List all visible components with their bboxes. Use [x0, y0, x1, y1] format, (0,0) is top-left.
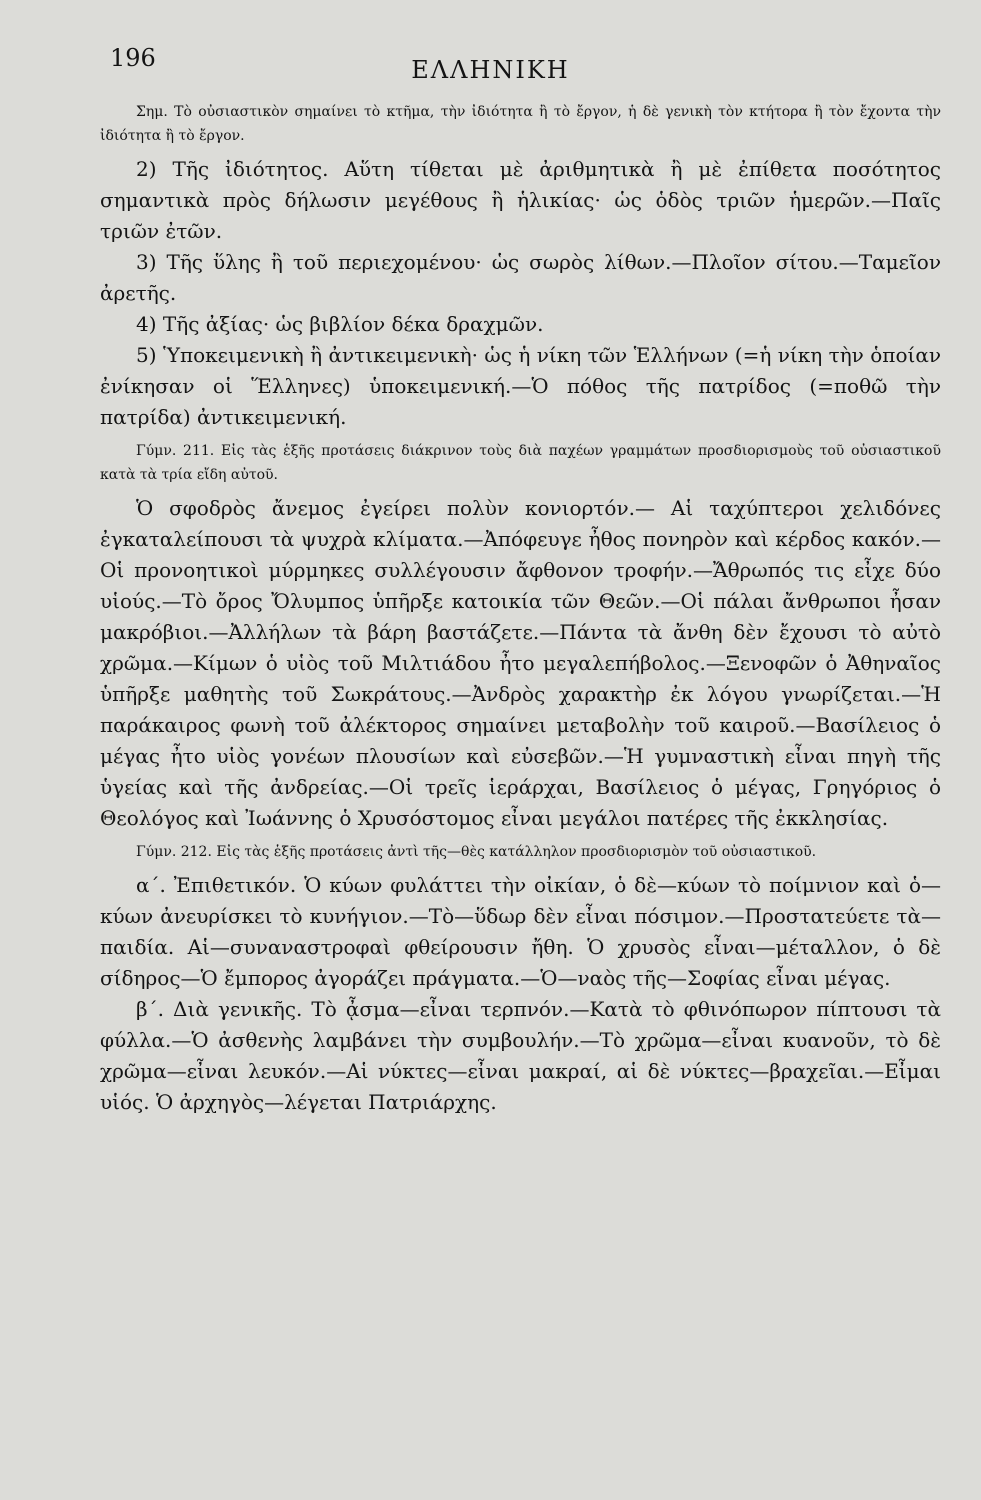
page-number: 196 [110, 44, 156, 72]
exercise-212-heading: Γύμν. 212. Εἰς τὰς ἑξῆς προτάσεις ἀντὶ τῆς—θὲς κατάλληλον προσδιορισμὸν τοῦ οὐσιαστικοῦ. [136, 844, 817, 860]
paragraph-5: 5) Ὑποκειμενικὴ ἢ ἀντικειμενικὴ· ὡς ἡ νίκη τῶν Ἑλλήνων (=ἡ νίκη τὴν ὁποίαν ἐνίκησαν οἱ Ἕλληνες) ὑποκειμενική.—Ὁ πόθος τῆς πατρίδος (=ποθῶ τὴν πατρίδα) ἀντικειμενική. [100, 343, 941, 429]
exercise-211-text: Ὁ σφοδρὸς ἄνεμος ἐγείρει πολὺν κονιορτόν.— Αἱ ταχύπτεροι χελιδόνες ἐγκαταλείπουσι τὰ ψυχρὰ κλίματα.—Ἀπόφευγε ἦθος πονηρὸν καὶ κέρδος κακόν.—Οἱ προνοητικοὶ μύρμηκες συλλέγουσιν ἄφθονον τροφήν.—Ἄθρωπός τις εἶχε δύο υἱούς.—Τὸ ὄρος Ὄλυμπος ὑπῆρξε κατοικία τῶν Θεῶν.—Οἱ πάλαι ἄνθρωποι ἦσαν μακρόβιοι.—Ἀλλήλων τὰ βάρη βαστάζετε.—Πάντα τὰ ἄνθη δὲν ἔχουσι τὸ αὐτὸ χρῶμα.—Κίμων ὁ υἱὸς τοῦ Μιλτιάδου ἦτο μεγαλεπήβολος.—Ξενοφῶν ὁ Ἀθηναῖος ὑπῆρξε μαθητὴς τοῦ Σωκράτους.—Ἀνδρὸς χαρακτὴρ ἐκ λόγου γνωρίζεται.—Ἡ παράκαιρος φωνὴ τοῦ ἀλέκτορος σημαίνει μεταβολὴν τοῦ καιροῦ.—Βασίλειος ὁ μέγας ἦτο υἱὸς γονέων πλουσίων καὶ εὐσεβῶν.—Ἡ γυμναστικὴ εἶναι πηγὴ τῆς ὑγείας καὶ τῆς ἀνδρείας.—Οἱ τρεῖς ἱεράρχαι, Βασίλειος ὁ μέγας, Γρηγόριος ὁ Θεολόγος καὶ Ἰωάννης ὁ Χρυσόστομος εἶναι μεγάλοι πατέρες τῆς ἐκκλησίας. [100, 496, 941, 830]
exercise-212-part-a: α΄. Ἐπιθετικόν. Ὁ κύων φυλάττει τὴν οἰκίαν, ὁ δὲ—κύων τὸ ποίμνιον καὶ ὁ—κύων ἀνευρίσκει τὸ κυνήγιον.—Τὸ—ὕδωρ δὲν εἶναι πόσιμον.—Προστατεύετε τὰ—παιδία. Αἱ—συναναστροφαὶ φθείρουσιν ἤθη. Ὁ χρυσὸς εἶναι—μέταλλον, ὁ δὲ σίδηρος—Ὁ ἔμπορος ἀγοράζει πράγματα.—Ὁ—ναὸς τῆς—Σοφίας εἶναι μέγας. [100, 873, 941, 990]
paragraph-2: 2) Τῆς ἰδιότητος. Αὕτη τίθεται μὲ ἀριθμητικὰ ἢ μὲ ἐπίθετα ποσότητος σημαντικὰ πρὸς δήλωσιν μεγέθους ἢ ἡλικίας· ὡς ὁδὸς τριῶν ἡμερῶν.—Παῖς τριῶν ἐτῶν. [100, 157, 941, 243]
note-paragraph: Σημ. Τὸ οὐσιαστικὸν σημαίνει τὸ κτῆμα, τὴν ἰδιότητα ἢ τὸ ἔργον, ἡ δὲ γενικὴ τὸν κτήτορα ἢ τὸν ἔχοντα τὴν ἰδιότητα ἢ τὸ ἔργον. [100, 104, 941, 144]
page-header [0, 40, 981, 90]
paragraph-4: 4) Τῆς ἀξίας· ὡς βιβλίον δέκα δραχμῶν. [136, 312, 544, 336]
page-body [100, 100, 941, 1118]
exercise-211-heading: Γύμν. 211. Εἰς τὰς ἑξῆς προτάσεις διάκρινον τοὺς διὰ παχέων γραμμάτων προσδιορισμοὺς τοῦ οὐσιαστικοῦ κατὰ τὰ τρία εἴδη αὐτοῦ. [100, 443, 941, 483]
running-title: ΕΛΛΗΝΙΚΗ [411, 56, 570, 84]
exercise-212-part-b: β΄. Διὰ γενικῆς. Τὸ ᾆσμα—εἶναι τερπνόν.—Κατὰ τὸ φθινόπωρον πίπτουσι τὰ φύλλα.—Ὁ ἀσθενὴς λαμβάνει τὴν συμβουλήν.—Τὸ χρῶμα—εἶναι κυανοῦν, τὸ δὲ χρῶμα—εἶναι λευκόν.—Αἱ νύκτες—εἶναι μακραί, αἱ δὲ νύκτες—βραχεῖαι.—Εἶμαι υἱός. Ὁ ἀρχηγὸς—λέγεται Πατριάρχης. [100, 997, 941, 1114]
paragraph-3: 3) Τῆς ὕλης ἢ τοῦ περιεχομένου· ὡς σωρὸς λίθων.—Πλοῖον σίτου.—Ταμεῖον ἀρετῆς. [100, 250, 941, 305]
